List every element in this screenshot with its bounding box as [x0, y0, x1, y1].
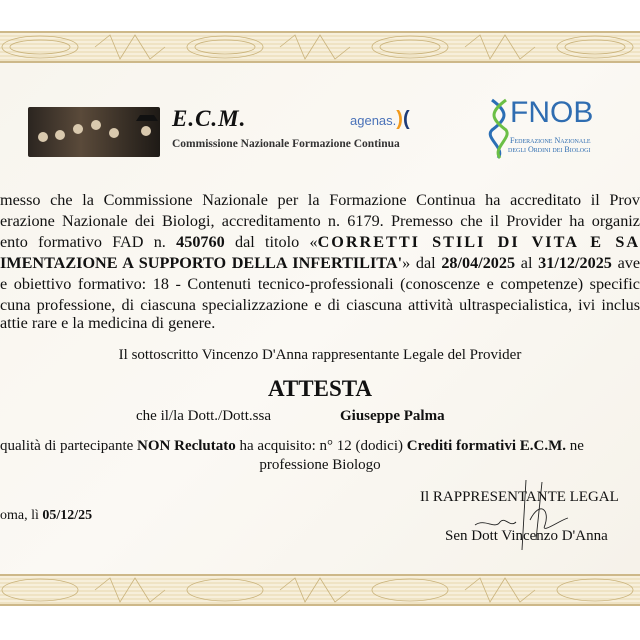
- attesta-heading: ATTESTA: [268, 376, 372, 401]
- che-label: che il/la Dott./Dott.ssa: [136, 408, 271, 424]
- paragraph-line: erazione Nazionale dei Biologi, accreditamento n. 6179. Premesso che il Provider ha organiz: [0, 212, 640, 230]
- representative-name: Sen Dott Vincenzo D'Anna: [445, 528, 608, 544]
- bottom-decorative-border: [0, 574, 640, 606]
- fnob-subtitle-1: Federazione Nazionale: [510, 136, 591, 145]
- profession: professione Biologo: [259, 457, 381, 473]
- paragraph-line: e obiettivo formativo: 18 - Contenuti tecnico-professionali (conoscenze e competenze) specific: [0, 275, 640, 293]
- dna-helix-icon: [488, 98, 510, 160]
- handwritten-signature: [470, 480, 580, 552]
- place-date: oma, lì 05/12/25: [0, 508, 93, 523]
- fnob-subtitle-2: degli Ordini dei Biologi: [508, 145, 591, 154]
- credits-statement: qualità di partecipante NON Reclutato ha acquisito: n° 12 (dodici) Crediti formativi E.C.M. ne: [0, 438, 584, 454]
- fnob-logo: [488, 98, 613, 160]
- agenas-text: agenas.: [350, 113, 397, 128]
- agenas-logo: agenas.)(: [350, 108, 410, 130]
- top-decorative-border: [0, 31, 640, 63]
- paragraph-line: messo che la Commissione Nazionale per la Formazione Continua ha accreditato il Prov: [0, 191, 640, 209]
- agenas-x-icon: ): [396, 108, 403, 130]
- anatomy-lesson-painting-logo: [28, 107, 160, 157]
- fnob-text: FNOB: [510, 96, 594, 129]
- ecm-title: E.C.M.: [172, 106, 247, 131]
- signatory-intro: Il sottoscritto Vincenzo D'Anna rappresentante Legale del Provider: [118, 347, 522, 363]
- paragraph-line: IMENTAZIONE A SUPPORTO DELLA INFERTILITA'» dal 28/04/2025 al 31/12/2025 ave: [0, 254, 640, 272]
- ecm-subtitle: Commissione Nazionale Formazione Continua: [172, 138, 400, 150]
- participant-name: Giuseppe Palma: [340, 408, 445, 424]
- paragraph-line: attie rare e la medicina di genere.: [0, 314, 216, 332]
- paragraph-line: ento formativo FAD n. 450760 dal titolo «CORRETTI STILI DI VITA E SA: [0, 233, 640, 251]
- paragraph-line: cuna professione, di ciascuna specializzazione e di ciascuna attività ultraspecialistica, ivi inclus: [0, 296, 640, 314]
- representative-title: Il RAPPRESENTANTE LEGAL: [420, 489, 619, 505]
